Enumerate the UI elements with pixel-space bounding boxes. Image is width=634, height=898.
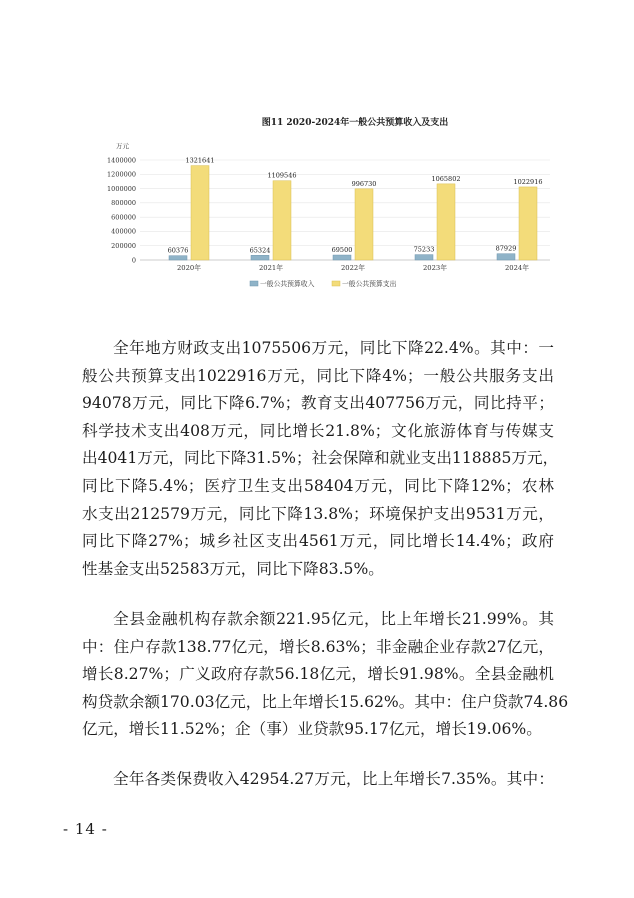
text-line: 全年地方财政支出1075506万元，同比下降22.4%。其中：一 bbox=[113, 339, 554, 357]
bar-expenditure bbox=[191, 166, 209, 260]
paragraph-fiscal-expenditure bbox=[82, 335, 559, 583]
bar-revenue bbox=[497, 254, 515, 260]
bar-value-label: 1109546 bbox=[267, 171, 297, 180]
legend-label: 一般公共预算支出 bbox=[342, 280, 397, 288]
bar-expenditure bbox=[273, 181, 291, 260]
text-line: 同比下降5.4%；医疗卫生支出58404万元，同比下降12%；农林 bbox=[82, 476, 554, 495]
bar-value-label: 75233 bbox=[413, 245, 435, 254]
text-line: 出4041万元，同比下降31.5%；社会保障和就业支出118885万元， bbox=[82, 449, 559, 468]
text-line: 全年各类保费收入42954.27万元，比上年增长7.35%。其中： bbox=[113, 770, 554, 788]
y-tick-label: 200000 bbox=[111, 242, 136, 251]
text-line: 中：住户存款138.77亿元，增长8.63%；非金融企业存款27亿元， bbox=[82, 637, 554, 656]
bar-value-label: 60376 bbox=[167, 246, 189, 255]
bar-revenue bbox=[333, 255, 351, 260]
y-tick-label: 400000 bbox=[111, 227, 136, 236]
bar-expenditure bbox=[437, 184, 455, 260]
text-line: 科学技术支出408万元，同比增长21.8%；文化旅游体育与传媒支 bbox=[82, 421, 554, 440]
text-line: 性基金支出52583万元，同比下降83.5%。 bbox=[82, 559, 384, 578]
bar-expenditure bbox=[355, 189, 373, 260]
text-line: 亿元，增长11.52%；企（事）业贷款95.17亿元，增长19.06%。 bbox=[82, 720, 542, 739]
y-tick-label: 1200000 bbox=[107, 170, 136, 179]
bar-value-label: 65324 bbox=[249, 246, 271, 255]
y-axis-unit-label: 万元 bbox=[116, 142, 129, 150]
y-tick-label: 1400000 bbox=[107, 156, 136, 165]
text-line: 增长8.27%；广义政府存款56.18亿元，增长91.98%。全县金融机 bbox=[82, 665, 554, 684]
x-tick-label: 2022年 bbox=[340, 264, 366, 272]
bar-value-label: 69500 bbox=[331, 246, 353, 255]
x-tick-label: 2024年 bbox=[504, 264, 530, 272]
bar-revenue bbox=[169, 256, 187, 260]
bar-value-label: 996730 bbox=[351, 179, 377, 188]
text-line: 同比下降27%；城乡社区支出4561万元，同比增长14.4%；政府 bbox=[82, 532, 554, 551]
text-line: 构贷款余额170.03亿元，比上年增长15.62%。其中：住户贷款74.86 bbox=[82, 692, 569, 711]
bar-revenue bbox=[415, 255, 433, 260]
paragraph-insurance-premiums bbox=[82, 766, 554, 794]
bar-value-label: 1321641 bbox=[185, 156, 215, 165]
y-tick-label: 600000 bbox=[111, 213, 136, 222]
paragraph-financial-deposits bbox=[82, 606, 569, 744]
bar-revenue bbox=[251, 255, 269, 260]
x-tick-label: 2020年 bbox=[176, 264, 202, 272]
x-tick-label: 2021年 bbox=[258, 264, 284, 272]
bar-value-label: 1065802 bbox=[431, 174, 461, 183]
y-tick-label: 800000 bbox=[111, 199, 136, 208]
bar-value-label: 1022916 bbox=[513, 177, 543, 186]
chart-title: 图11 2020-2024年一般公共预算收入及支出 bbox=[261, 118, 449, 128]
legend-label: 一般公共预算收入 bbox=[260, 280, 315, 288]
text-line: 94078万元，同比下降6.7%；教育支出407756万元，同比持平； bbox=[82, 394, 554, 413]
y-tick-label: 1000000 bbox=[107, 184, 136, 193]
text-line: 全县金融机构存款余额221.95亿元，比上年增长21.99%。其 bbox=[113, 610, 554, 628]
y-tick-label: 0 bbox=[131, 256, 136, 265]
text-line: 般公共预算支出1022916万元，同比下降4%；一般公共服务支出 bbox=[82, 366, 554, 385]
text-line: 水支出212579万元，同比下降13.8%；环境保护支出9531万元， bbox=[82, 504, 554, 523]
bar-expenditure bbox=[519, 187, 537, 260]
legend-swatch bbox=[250, 281, 258, 286]
page-number: - 14 - bbox=[63, 820, 108, 838]
bar-chart bbox=[90, 112, 560, 302]
legend-swatch bbox=[332, 281, 340, 286]
x-tick-label: 2023年 bbox=[422, 264, 448, 272]
bar-value-label: 87929 bbox=[495, 244, 517, 253]
